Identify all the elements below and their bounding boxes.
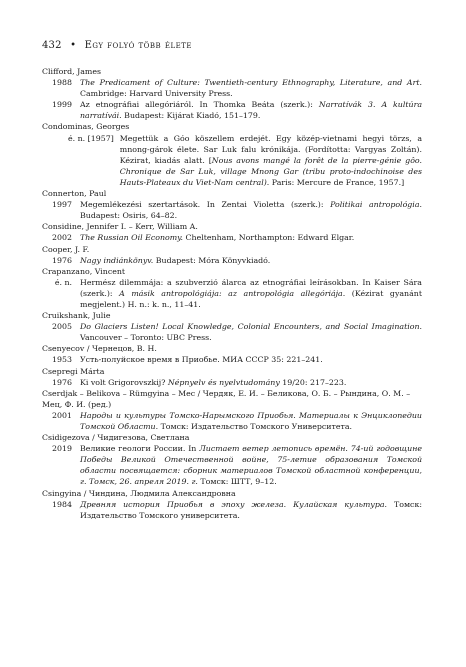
bibliography-entry: [42, 354, 422, 365]
entry-year: 1976: [52, 255, 72, 265]
entry-citation: [80, 410, 422, 432]
author-name: Cooper, J. F.: [42, 244, 90, 254]
author-name: Csenyecov / Чернецов, В. Н.: [42, 344, 157, 354]
citation-text: Томск: Издательство Томского Университета.: [158, 422, 352, 431]
citation-title: Древняя история Приобья в эпоху железа. Кулайская культура.: [80, 499, 388, 509]
bibliography-entry: [42, 377, 422, 388]
author-name: Clifford, James: [42, 67, 101, 76]
author-name: Condominas, Georges: [42, 122, 130, 132]
author-name: Connerton, Paul: [42, 189, 107, 199]
author-name: Csidigezova / Чидигезова, Светлана: [42, 433, 190, 443]
citation-title: The Predicament of Culture: Twentieth-century Ethnography, Literature, and Art.: [80, 78, 422, 88]
entry-citation: [80, 499, 422, 521]
citation-title: The Russian Oil Economy.: [80, 233, 184, 243]
entry-citation: [80, 377, 422, 388]
bibliography-list: [42, 66, 422, 521]
entry-year: é. n. [1957]: [68, 133, 114, 143]
bibliography-entry: [42, 77, 422, 99]
citation-text: Hermész dilemmája: a szubverzió álarca az etnográfiai leírásokban. In Kaiser Sára (szerk.):: [80, 277, 422, 298]
citation-text: Budapest: Móra Könyvkiadó.: [153, 255, 271, 265]
entry-year: 1997: [52, 200, 72, 210]
citation-text: Budapest: Osiris, 64–82.: [80, 211, 178, 221]
entry-year: 2019: [52, 444, 72, 454]
entry-citation: [80, 77, 422, 99]
entry-year: é. n.: [54, 277, 72, 287]
author-name: Cserdjak – Belikova – Rümgyina – Mec / Чердяк, Е. И. – Беликова, О. Б. – Рындина, О. М. – Мец, Ф. И. (ред.): [42, 388, 411, 409]
citation-title: Листает ветер летопись времён. 74-ий годовщине Победы Великой Отечественной войне, 75-летие образования Томской области посвящается: сборник материалов Томской областной конференции, г. Томск, 26. апреля 2019. г.: [80, 444, 423, 487]
author-name: Csepregi Márta: [42, 366, 105, 376]
citation-text: Великие геологи России. In: [80, 444, 200, 454]
author-name: Crapanzano, Vincent: [42, 266, 126, 276]
citation-text: Az etnográfiai allegóriáról. In Thomka Beáta (szerk.):: [80, 100, 319, 110]
book-title: Egy folyó több élete: [84, 40, 193, 51]
entry-citation: [80, 321, 422, 343]
citation-text: Томск: Издательство Томского университета.: [80, 499, 422, 520]
citation-title: Народы и культуры Томско-Нарымского Приобья. Материалы к Энциклопедии Томской Области.: [80, 410, 422, 431]
author-name: Csingyina / Чиндина, Людмила Александровна: [42, 488, 236, 498]
bibliography-entry: [42, 499, 422, 521]
bibliography-entry: [42, 443, 422, 487]
bibliography-entry: [42, 232, 422, 243]
entry-year: 1953: [52, 355, 72, 365]
entry-year: 2001: [52, 410, 72, 420]
entry-citation: [120, 133, 422, 188]
entry-citation: [80, 443, 422, 487]
entry-year: 1988: [52, 78, 72, 88]
running-head: [42, 40, 192, 51]
entry-year: 2002: [52, 233, 72, 243]
citation-text: Cheltenham, Northampton: Edward Elgar.: [183, 233, 355, 243]
citation-text: Vancouver – Toronto: UBC Press.: [80, 333, 212, 343]
entry-citation: [80, 277, 422, 310]
page-number: 432: [42, 40, 62, 51]
entry-citation: [80, 199, 422, 221]
entry-year: 1976: [52, 377, 72, 387]
citation-title: Do Glaciers Listen! Local Knowledge, Colonial Encounters, and Social Imagination.: [80, 322, 422, 332]
bibliography-entry: [42, 255, 422, 266]
citation-title: Nous avons mangé la forêt de la pierre-génie gôo. Chronique de Sar Luk, village Mnong Gar (tribu proto-indochinoise des Hauts-Plateaux du Viet-Nam central).: [119, 155, 422, 187]
bibliography-entry: [42, 133, 422, 188]
citation-text: Томск: ШТТ, 9–12.: [197, 477, 277, 487]
entry-citation: [80, 255, 422, 266]
citation-text: Megettük a Góo köszellem erdejét. Egy közép-vietnami hegyi törzs, a mnong-gárok élete. Sar Luk falu krónikája. (Fordította: Vargyas Zoltán). Kézirat, kiadás alatt. [: [119, 133, 422, 165]
bibliography-entry: [42, 410, 422, 432]
bibliography-entry: [42, 99, 422, 121]
citation-title: Politikai antropológia.: [330, 200, 422, 210]
citation-text: Megemlékezési szertartások. In Zentai Violetta (szerk.):: [80, 200, 331, 210]
citation-title: A másik antropológiája: az antropológia allegóriája.: [119, 288, 346, 298]
citation-title: Narratívák 3. A kultúra narratívái.: [80, 100, 422, 121]
citation-text: Cambridge: Harvard University Press.: [80, 89, 233, 99]
citation-text: Ki volt Grigorovszkij?: [80, 377, 168, 387]
entry-citation: [80, 354, 422, 365]
header-separator: •: [70, 40, 77, 51]
citation-text: 19/20: 217–223.: [279, 377, 347, 387]
citation-text: (Kézirat gyanánt megjelent.) H. n.: k. n., 11–41.: [80, 288, 422, 309]
citation-title: Népnyelv és nyelvtudomány: [167, 377, 280, 387]
citation-text: Усть-полуйское время в Приобье. МИА СССР 35: 221–241.: [80, 355, 323, 365]
author-name: Cruikshank, Julie: [42, 311, 111, 321]
bibliography-entry: [42, 199, 422, 221]
entry-year: 1984: [52, 499, 72, 509]
entry-year: 2005: [52, 322, 72, 332]
author-name: Considine, Jennifer I. – Kerr, William A.: [42, 222, 198, 232]
citation-text: Paris: Mercure de France, 1957.]: [269, 177, 405, 187]
bibliography-entry: [42, 277, 422, 310]
citation-title: Nagy indiánkönyv.: [80, 255, 154, 265]
entry-year: 1999: [52, 100, 72, 110]
entry-citation: [80, 99, 422, 121]
bibliography-entry: [42, 321, 422, 343]
citation-text: Budapest: Kijárat Kiadó, 151–179.: [121, 111, 261, 121]
entry-citation: [80, 232, 422, 243]
